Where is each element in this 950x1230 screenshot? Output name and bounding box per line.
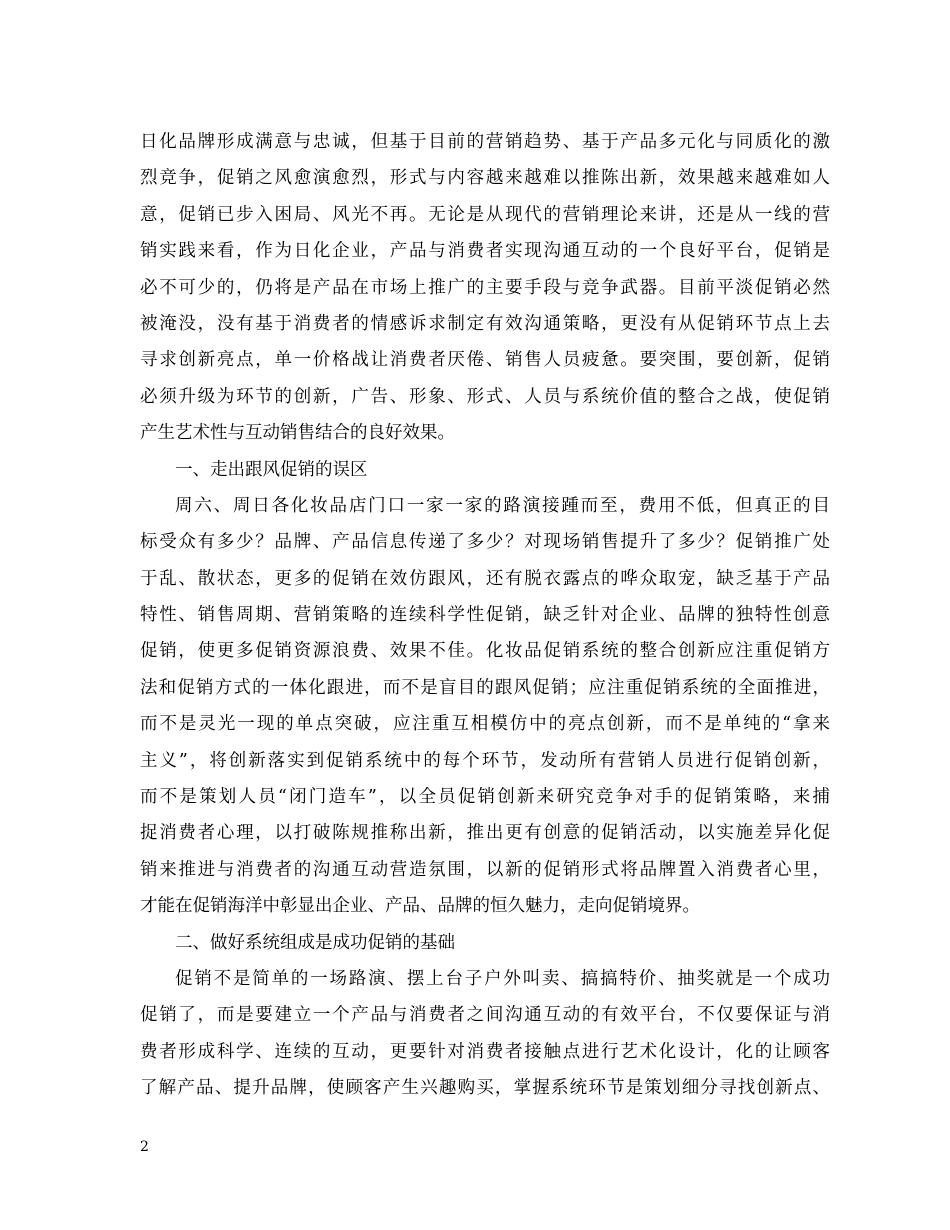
- text-line: 法和促销方式的一体化跟进，而不是盲目的跟风促销；应注重促销系统的全面推进，: [140, 677, 830, 698]
- text-line: 烈竞争，促销之风愈演愈烈，形式与内容越来越难以推陈出新，效果越来越难如人: [140, 168, 830, 189]
- text-line: 寻求创新亮点，单一价格战让消费者厌倦、销售人员疲惫。要突围，要创新，促销: [140, 350, 830, 371]
- text-line: 才能在促销海洋中彰显出企业、产品、品牌的恒久魅力，走向促销境界。: [140, 896, 700, 917]
- text-line: 促销了，而是要建立一个产品与消费者之间沟通互动的有效平台，不仅要保证与消: [140, 1005, 830, 1026]
- text-line: 产生艺术性与互动销售结合的良好效果。: [140, 423, 455, 444]
- text-line: 日化品牌形成满意与忠诚，但基于目前的营销趋势、基于产品多元化与同质化的激: [140, 132, 830, 152]
- text-line: 特性、销售周期、营销策略的连续科学性促销，缺乏针对企业、品牌的独特性创意: [140, 605, 830, 626]
- text-line: 销来推进与消费者的沟通互动营造氛围，以新的促销形式将品牌置入消费者心里，: [140, 859, 830, 880]
- body-text: [140, 124, 830, 1107]
- text-line: 被淹没，没有基于消费者的情感诉求制定有效沟通策略，更没有从促销环节点上去: [140, 313, 830, 334]
- text-line: 周六、周日各化妆品店门口一家一家的路演接踵而至，费用不低，但真正的目: [175, 495, 830, 516]
- page-number: 2: [140, 1139, 149, 1155]
- text-line: 捉消费者心理，以打破陈规推称出新，推出更有创意的促销活动，以实施差异化促: [140, 823, 830, 844]
- text-line: 二、做好系统组成是成功促销的基础: [175, 932, 455, 953]
- text-line: 促销，使更多促销资源浪费、效果不佳。化妆品促销系统的整合创新应注重促销方: [140, 641, 830, 662]
- text-line: 主义”，将创新落实到促销系统中的每个环节，发动所有营销人员进行促销创新，: [140, 750, 830, 771]
- text-line: 而不是策划人员“闭门造车”，以全员促销创新来研究竞争对手的促销策略，来捕: [140, 787, 830, 808]
- text-line: 必须升级为环节的创新，广告、形象、形式、人员与系统价值的整合之战，使促销: [140, 386, 830, 407]
- text-line: 了解产品、提升品牌，使顾客产生兴趣购买，掌握系统环节是策划细分寻找创新点、: [140, 1078, 830, 1099]
- text-line: 销实践来看，作为日化企业，产品与消费者实现沟通互动的一个良好平台，促销是: [140, 241, 830, 262]
- text-line: 而不是灵光一现的单点突破，应注重互相模仿中的亮点创新，而不是单纯的“拿来: [140, 714, 830, 735]
- text-line: 意，促销已步入困局、风光不再。无论是从现代的营销理论来讲，还是从一线的营: [140, 204, 830, 225]
- text-line: 于乱、散状态，更多的促销在效仿跟风，还有脱衣露点的哗众取宠，缺乏基于产品: [140, 568, 830, 589]
- text-line: 费者形成科学、连续的互动，更要针对消费者接触点进行艺术化设计，化的让顾客: [140, 1041, 830, 1062]
- text-line: 一、走出跟风促销的误区: [175, 459, 368, 480]
- text-line: 标受众有多少？品牌、产品信息传递了多少？对现场销售提升了多少？促销推广处: [140, 532, 830, 553]
- text-line: 促销不是简单的一场路演、摆上台子户外叫卖、搞搞特价、抽奖就是一个成功: [175, 968, 830, 989]
- text-line: 必不可少的，仍将是产品在市场上推广的主要手段与竞争武器。目前平淡促销必然: [140, 277, 830, 298]
